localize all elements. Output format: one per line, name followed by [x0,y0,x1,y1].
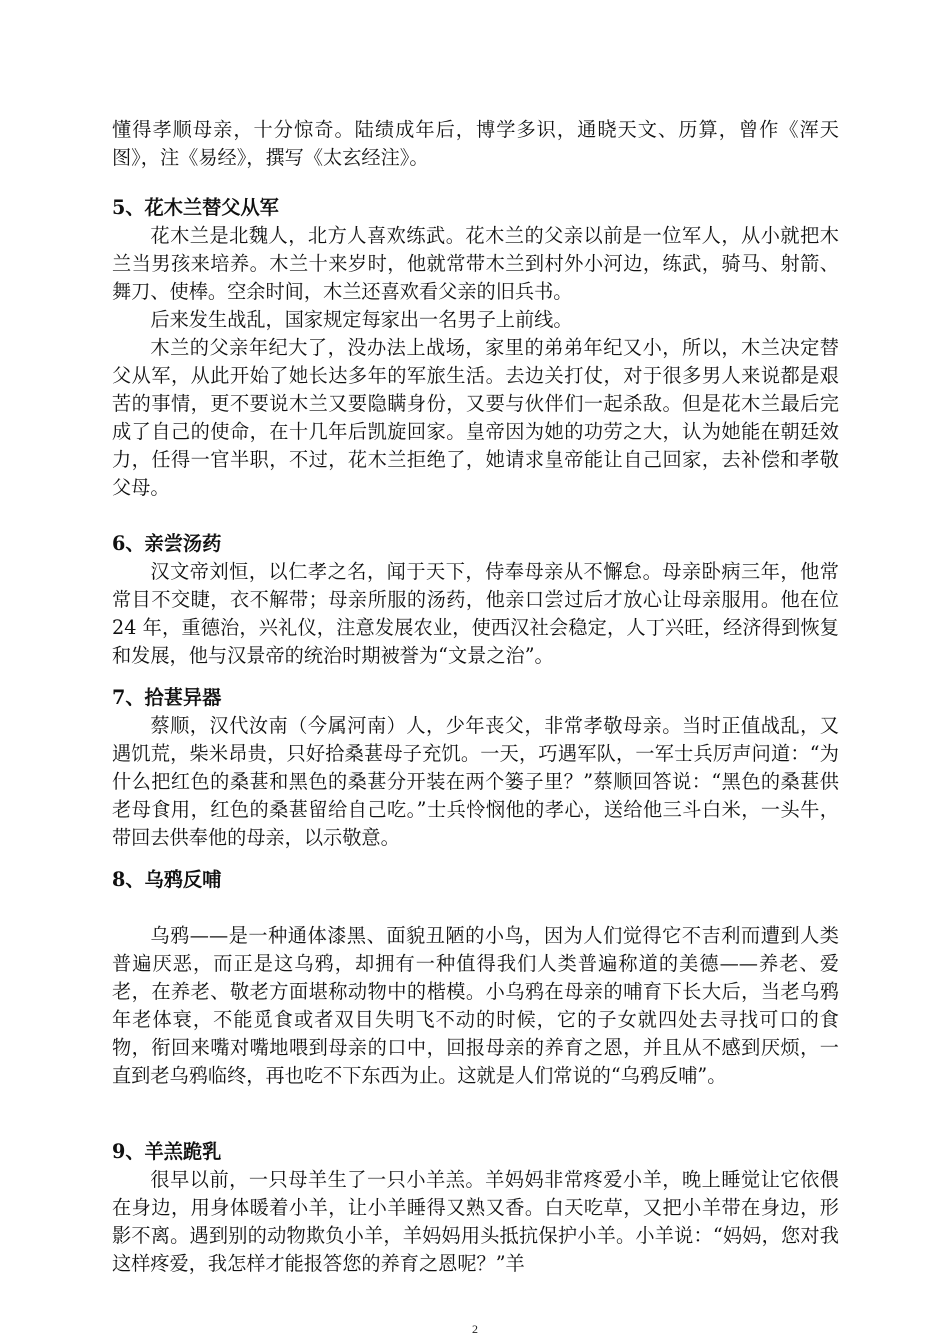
document-body [112,116,839,1278]
spacer [112,502,839,530]
spacer [112,852,839,866]
intro-paragraph: 懂得孝顺母亲，十分惊奇。陆绩成年后，博学多识，通晓天文、历算，曾作《浑天图》，注《易经》，撰写《太玄经注》。 [112,118,839,169]
section-paragraph: 花木兰是北魏人，北方人喜欢练武。花木兰的父亲以前是一位军人，从小就把木兰当男孩来培养。木兰十来岁时，他就常带木兰到村外小河边，练武，骑马、射箭、舞刀、使棒。空余时间，木兰还喜欢看父亲的旧兵书。 [112,224,839,303]
section-title: 5、花木兰替父从军 [112,196,279,219]
spacer [112,670,839,684]
section-title: 7、拾葚异器 [112,686,222,709]
section-title: 9、羊羔跪乳 [112,1140,222,1163]
page-number: 2 [472,1322,478,1336]
section-title: 6、亲尝汤药 [112,532,222,555]
section-title: 8、乌鸦反哺 [112,868,222,891]
section-paragraph: 汉文帝刘恒，以仁孝之名，闻于天下，侍奉母亲从不懈怠。母亲卧病三年，他常常目不交睫，衣不解带；母亲所服的汤药，他亲口尝过后才放心让母亲服用。他在位 24 年，重德治，兴礼仪，注意发展农业，使西汉社会稳定，人丁兴旺，经济得到恢复和发展，他与汉景帝的统治时期被誉为“文景之治”。 [112,560,839,667]
section-paragraph: 木兰的父亲年纪大了，没办法上战场，家里的弟弟年纪又小，所以，木兰决定替父从军，从此开始了她长达多年的军旅生活。去边关打仗，对于很多男人来说都是艰苦的事情，更不要说木兰又要隐瞒身份，又要与伙伴们一起杀敌。但是花木兰最后完成了自己的使命，在十几年后凯旋回家。皇帝因为她的功劳之大，认为她能在朝廷效力，任得一官半职，不过，花木兰拒绝了，她请求皇帝能让自己回家，去补偿和孝敬父母。 [112,336,839,499]
section-paragraph: 蔡顺，汉代汝南（今属河南）人，少年丧父，非常孝敬母亲。当时正值战乱，又遇饥荒，柴米昂贵，只好拾桑葚母子充饥。一天，巧遇军队，一军士兵厉声问道：“为什么把红色的桑葚和黑色的桑葚分开装在两个篓子里？”蔡顺回答说：“黑色的桑葚供老母食用，红色的桑葚留给自己吃。”士兵怜悯他的孝心，送给他三斗白米，一头牛，带回去供奉他的母亲，以示敬意。 [112,714,839,849]
spacer [112,1090,839,1138]
section-paragraph: 很早以前，一只母羊生了一只小羊羔。羊妈妈非常疼爱小羊，晚上睡觉让它依偎在身边，用身体暖着小羊，让小羊睡得又熟又香。白天吃草，又把小羊带在身边，形影不离。遇到别的动物欺负小羊，羊妈妈用头抵抗保护小羊。小羊说：“妈妈，您对我这样疼爱，我怎样才能报答您的养育之恩呢？”羊 [112,1168,839,1275]
section-paragraph: 后来发生战乱，国家规定每家出一名男子上前线。 [150,308,573,331]
spacer [112,894,839,922]
section-paragraph: 乌鸦——是一种通体漆黑、面貌丑陋的小鸟，因为人们觉得它不吉利而遭到人类普遍厌恶，而正是这乌鸦，却拥有一种值得我们人类普遍称道的美德——养老、爱老，在养老、敬老方面堪称动物中的楷模。小乌鸦在母亲的哺育下长大后，当老乌鸦年老体衰，不能觅食或者双目失明飞不动的时候，它的子女就四处去寻找可口的食物，衔回来嘴对嘴地喂到母亲的口中，回报母亲的养育之恩，并且从不感到厌烦，一直到老乌鸦临终，再也吃不下东西为止。这就是人们常说的“乌鸦反哺”。 [112,924,839,1087]
spacer [112,172,839,194]
